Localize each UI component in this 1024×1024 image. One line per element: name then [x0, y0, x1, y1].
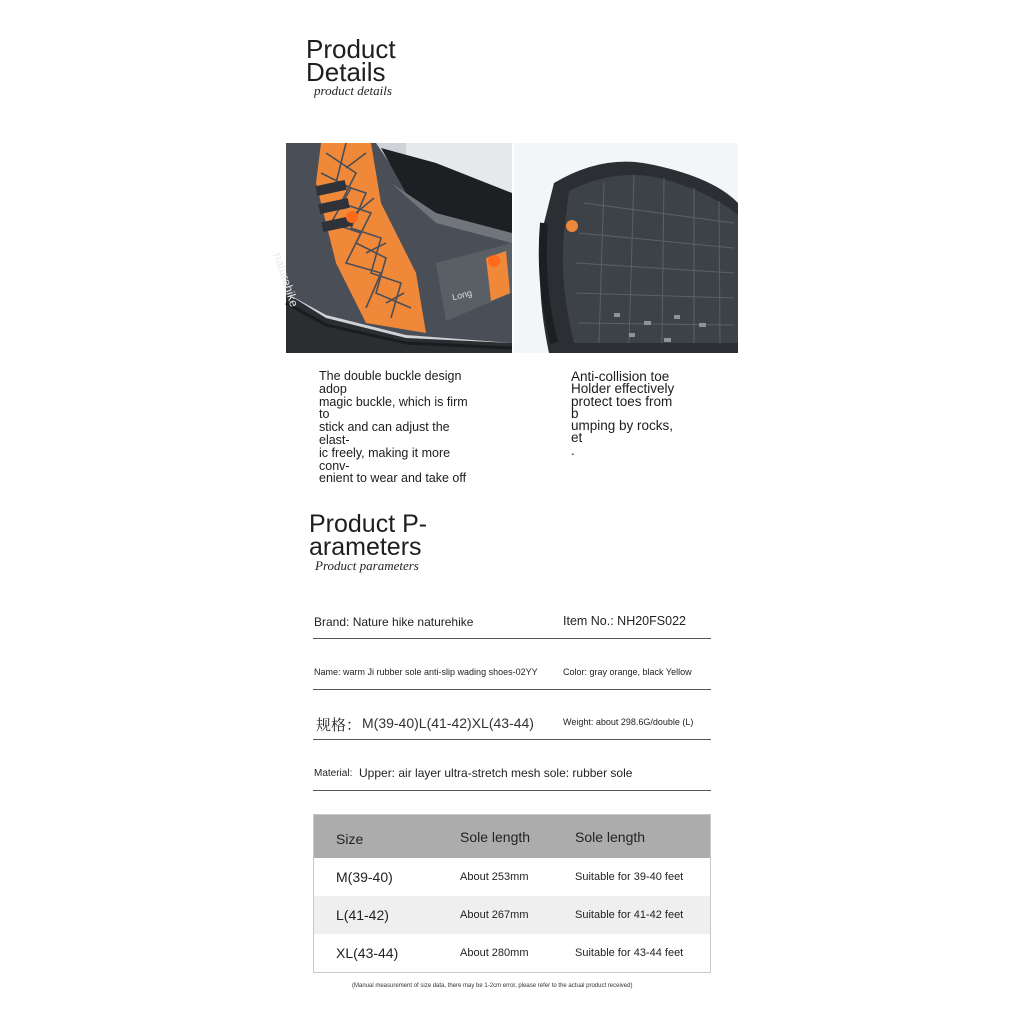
header-sole-length: Sole length [460, 815, 575, 859]
toe-caption: Anti-collision toe Holder effectively protect toes from b umping by rocks, et . [571, 369, 675, 458]
param-row-brand [313, 606, 711, 639]
measurement-note: (Manual measurement of size data, there may be 1-2cm error, please refer to the actual product received) [352, 983, 633, 989]
item-number: Item No.: NH20FS022 [563, 614, 686, 628]
size-cell: XL(43-44) [336, 945, 399, 961]
param-row-name [313, 639, 711, 690]
details-title-line1: Product [306, 34, 396, 64]
param-row-spec [313, 690, 711, 740]
material-value: Upper: air layer ultra-stretch mesh sole: rubber sole [359, 766, 633, 780]
product-weight: Weight: about 298.6G/double (L) [563, 717, 694, 727]
spec-value: M(39-40)L(41-42)XL(43-44) [362, 715, 534, 731]
size-cell: M(39-40) [336, 869, 393, 885]
buckle-photo-illustration [286, 143, 512, 353]
parameters-title-line2: arameters [309, 533, 422, 561]
brand-value: Brand: Nature hike naturehike [314, 615, 474, 629]
header-fit: Sole length [575, 815, 711, 859]
brand-print: naturehike [270, 251, 302, 309]
details-title [306, 34, 396, 87]
size-cell: L(41-42) [314, 896, 461, 934]
material-label: Material: [314, 768, 353, 779]
parameters-title [309, 510, 428, 561]
length-cell: About 267mm [460, 896, 575, 934]
spec-label: 规格： [316, 717, 362, 734]
fit-cell: Suitable for 43-44 feet [575, 947, 684, 959]
parameters-subtitle: Product parameters [315, 558, 419, 573]
length-cell: About 253mm [460, 871, 529, 883]
param-row-material [313, 740, 711, 791]
header-size: Size [314, 815, 461, 859]
table-row [314, 858, 711, 896]
details-subtitle: product details [314, 83, 392, 98]
toe-photo [514, 143, 738, 353]
toe-photo-illustration [514, 143, 738, 353]
product-name: Name: warm Ji rubber sole anti-slip wading shoes-02YY [314, 667, 538, 677]
parameters-title-line1: Product P- [309, 510, 428, 538]
size-table-header [314, 815, 711, 859]
details-title-line2: Details [306, 57, 386, 87]
table-row [314, 934, 711, 973]
fit-cell: Suitable for 41-42 feet [575, 896, 711, 934]
strap-tag-text: Long [451, 287, 473, 303]
product-color: Color: gray orange, black Yellow [563, 667, 692, 677]
length-cell: About 280mm [460, 947, 529, 959]
size-table [313, 814, 711, 973]
table-row [314, 896, 711, 934]
fit-cell: Suitable for 39-40 feet [575, 871, 684, 883]
buckle-caption: The double buckle design adop magic buckle, which is firm to stick and can adjust the elast- ic freely, making it more conv- enient to wear and take off [319, 369, 468, 486]
buckle-photo [270, 143, 512, 353]
